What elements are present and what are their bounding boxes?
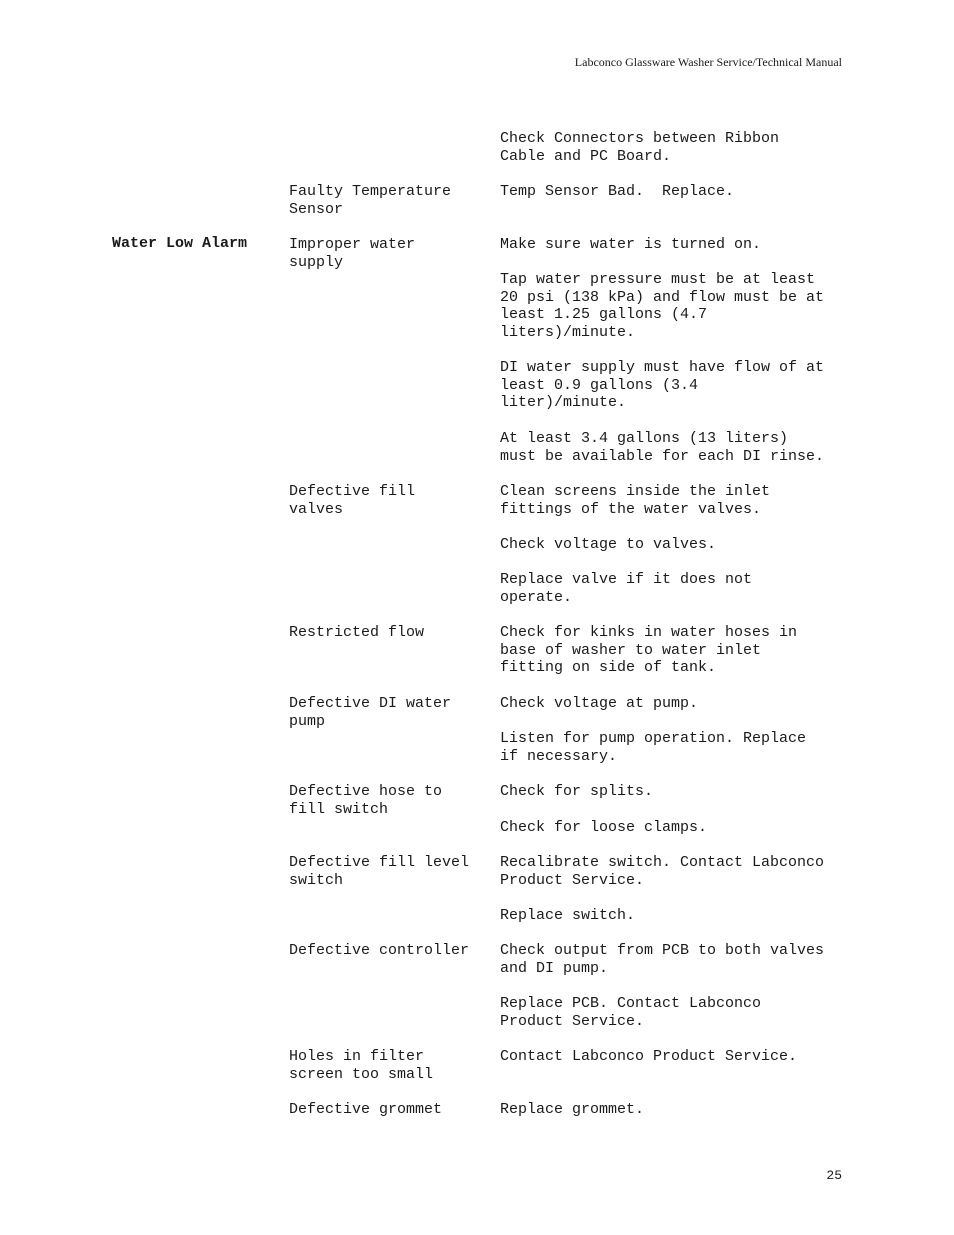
- remedy-temp-sensor: Temp Sensor Bad. Replace.: [500, 183, 735, 200]
- remedy-contact-service: Contact Labconco Product Service.: [500, 1048, 798, 1065]
- remedy-check-pcb-output: Check output from PCB to both valves and DI pump.: [500, 942, 825, 977]
- remedy-check-kinks: Check for kinks in water hoses in base of washer to water inlet fitting on side of tank.: [500, 624, 798, 677]
- running-header: Labconco Glassware Washer Service/Technical Manual: [574, 55, 842, 69]
- remedy-replace-pcb: Replace PCB. Contact Labconco Product Service.: [500, 995, 762, 1030]
- cause-restricted-flow: Restricted flow: [289, 624, 425, 641]
- cause-improper-water-supply: Improper water supply: [289, 236, 416, 271]
- remedy-di-flow: DI water supply must have flow of at least 0.9 gallons (3.4 liter)/minute.: [500, 359, 825, 412]
- cause-holes-in-filter-screen: Holes in filter screen too small: [289, 1048, 434, 1083]
- remedy-recalibrate-switch: Recalibrate switch. Contact Labconco Product Service.: [500, 854, 825, 889]
- remedy-listen-pump: Listen for pump operation. Replace if necessary.: [500, 730, 807, 765]
- remedy-replace-switch: Replace switch.: [500, 907, 636, 924]
- cause-defective-fill-level-switch: Defective fill level switch: [289, 854, 470, 889]
- remedy-check-clamps: Check for loose clamps.: [500, 819, 708, 836]
- remedy-check-pump-voltage: Check voltage at pump.: [500, 695, 699, 712]
- cause-defective-controller: Defective controller: [289, 942, 470, 959]
- cause-faulty-temperature-sensor: Faulty Temperature Sensor: [289, 183, 452, 218]
- remedy-check-connectors: Check Connectors between Ribbon Cable and PC Board.: [500, 130, 780, 165]
- remedy-tap-pressure: Tap water pressure must be at least 20 psi (138 kPa) and flow must be at least 1.25 gallons (4.7 liters)/minute.: [500, 271, 825, 341]
- cause-defective-grommet: Defective grommet: [289, 1101, 443, 1118]
- remedy-water-on: Make sure water is turned on.: [500, 236, 762, 253]
- cause-defective-di-water-pump: Defective DI water pump: [289, 695, 452, 730]
- page-number: 25: [826, 1168, 842, 1183]
- remedy-check-splits: Check for splits.: [500, 783, 654, 800]
- cause-defective-hose-to-fill-switch: Defective hose to fill switch: [289, 783, 443, 818]
- alarm-title: Water Low Alarm: [112, 235, 248, 252]
- remedy-replace-valve: Replace valve if it does not operate.: [500, 571, 753, 606]
- remedy-clean-screens: Clean screens inside the inlet fittings of the water valves.: [500, 483, 771, 518]
- remedy-replace-grommet: Replace grommet.: [500, 1101, 645, 1118]
- cause-defective-fill-valves: Defective fill valves: [289, 483, 416, 518]
- remedy-di-rinse-volume: At least 3.4 gallons (13 liters) must be available for each DI rinse.: [500, 430, 825, 465]
- remedy-check-valve-voltage: Check voltage to valves.: [500, 536, 717, 553]
